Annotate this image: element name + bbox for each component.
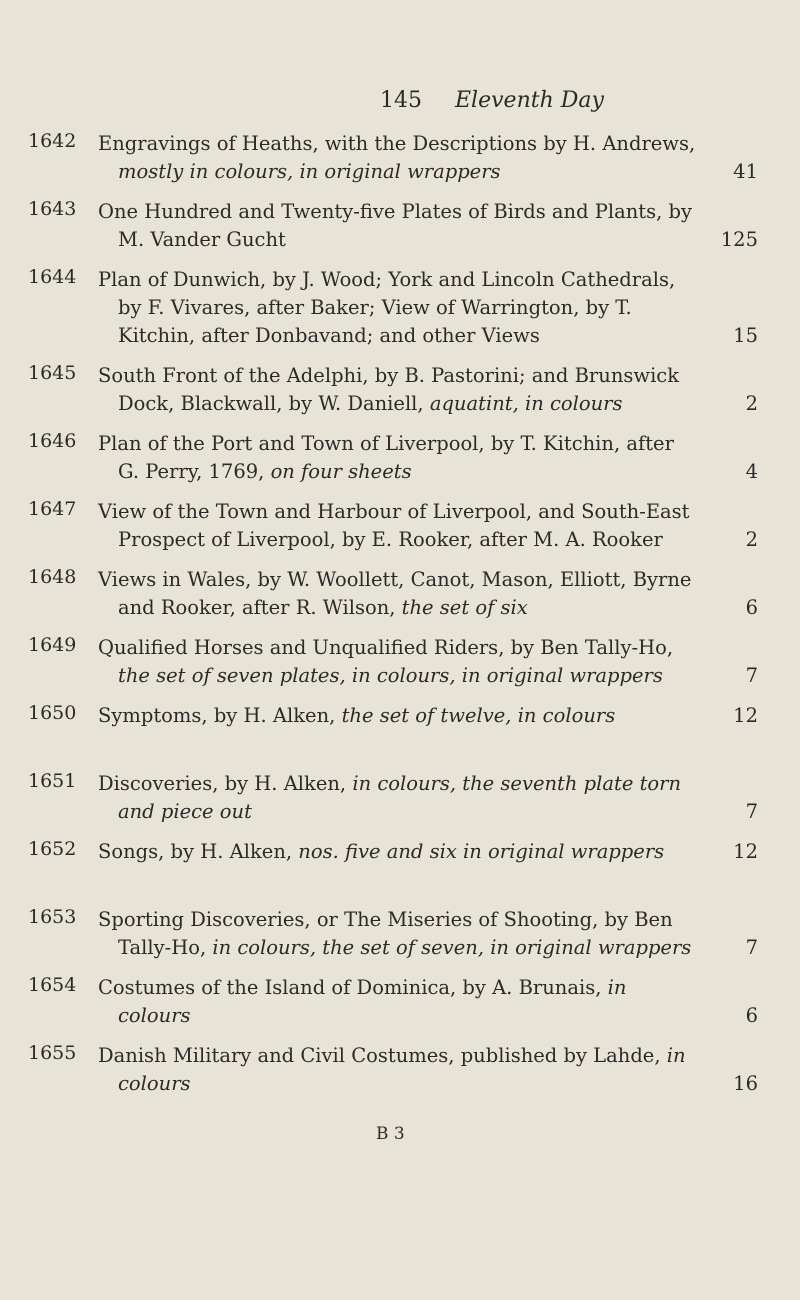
lot-number: 1642 (28, 130, 77, 152)
lot-entry (0, 130, 800, 198)
page-header (380, 88, 604, 113)
lot-entry (0, 566, 800, 634)
lot-entry (0, 498, 800, 566)
signature-mark: B 3 (376, 1124, 405, 1144)
lot-entry (0, 266, 800, 362)
lot-description: Sporting Discoveries, or The Miseries of Shooting, by Ben Tally-Ho, in colours, the set of seven, in original wrappers 7 (98, 906, 758, 962)
lot-number: 1644 (28, 266, 77, 288)
lot-description: Discoveries, by H. Alken, in colours, the seventh plate torn and piece out 7 (98, 770, 758, 826)
lot-number: 1648 (28, 566, 77, 588)
lot-quantity: 6 (745, 596, 758, 619)
lot-entry (0, 838, 800, 906)
lot-description: One Hundred and Twenty-five Plates of Birds and Plants, by M. Vander Gucht 125 (98, 198, 758, 254)
lot-number: 1653 (28, 906, 77, 928)
lot-description: Plan of the Port and Town of Liverpool, by T. Kitchin, after G. Perry, 1769, on four sheets 4 (98, 430, 758, 486)
lot-list (0, 130, 800, 1110)
lot-entry (0, 1042, 800, 1110)
lot-number: 1650 (28, 702, 77, 724)
lot-description: Engravings of Heaths, with the Descriptions by H. Andrews, mostly in colours, in original wrappers 41 (98, 130, 758, 186)
lot-quantity: 7 (745, 936, 758, 959)
lot-quantity: 6 (745, 1004, 758, 1027)
lot-quantity: 15 (733, 324, 758, 347)
lot-description: Symptoms, by H. Alken, the set of twelve, in colours 12 (98, 702, 758, 730)
lot-description: View of the Town and Harbour of Liverpool, and South-East Prospect of Liverpool, by E. Rooker, after M. A. Rooker 2 (98, 498, 758, 554)
lot-description: Songs, by H. Alken, nos. five and six in original wrappers 12 (98, 838, 758, 866)
lot-entry (0, 362, 800, 430)
lot-quantity: 41 (733, 160, 758, 183)
lot-number: 1647 (28, 498, 77, 520)
lot-quantity: 16 (733, 1072, 758, 1095)
lot-description: Views in Wales, by W. Woollett, Canot, Mason, Elliott, Byrne and Rooker, after R. Wilson, the set of six 6 (98, 566, 758, 622)
lot-number: 1645 (28, 362, 77, 384)
lot-quantity: 12 (733, 840, 758, 863)
lot-number: 1643 (28, 198, 77, 220)
lot-description: Costumes of the Island of Dominica, by A. Brunais, in colours 6 (98, 974, 758, 1030)
lot-quantity: 2 (745, 528, 758, 551)
lot-number: 1649 (28, 634, 77, 656)
lot-number: 1646 (28, 430, 77, 452)
lot-quantity: 12 (733, 704, 758, 727)
lot-quantity: 7 (745, 664, 758, 687)
lot-number: 1652 (28, 838, 77, 860)
page-number: 145 (380, 88, 422, 113)
lot-entry (0, 770, 800, 838)
lot-description: Qualified Horses and Unqualified Riders, by Ben Tally-Ho, the set of seven plates, in colours, in original wrappers 7 (98, 634, 758, 690)
lot-quantity: 2 (745, 392, 758, 415)
lot-quantity: 4 (745, 460, 758, 483)
lot-description: South Front of the Adelphi, by B. Pastorini; and Brunswick Dock, Blackwall, by W. Daniell, aquatint, in colours 2 (98, 362, 758, 418)
lot-number: 1651 (28, 770, 77, 792)
lot-entry (0, 430, 800, 498)
lot-description: Plan of Dunwich, by J. Wood; York and Lincoln Cathedrals, by F. Vivares, after Baker; View of Warrington, by T. Kitchin, after Donbavand; and other Views 15 (98, 266, 758, 350)
lot-number: 1654 (28, 974, 77, 996)
lot-entry (0, 906, 800, 974)
lot-quantity: 125 (720, 228, 758, 251)
lot-description: Danish Military and Civil Costumes, published by Lahde, in colours 16 (98, 1042, 758, 1098)
lot-entry (0, 702, 800, 770)
lot-entry (0, 974, 800, 1042)
running-title: Eleventh Day (455, 88, 604, 113)
lot-entry (0, 634, 800, 702)
lot-entry (0, 198, 800, 266)
lot-quantity: 7 (745, 800, 758, 823)
lot-number: 1655 (28, 1042, 77, 1064)
